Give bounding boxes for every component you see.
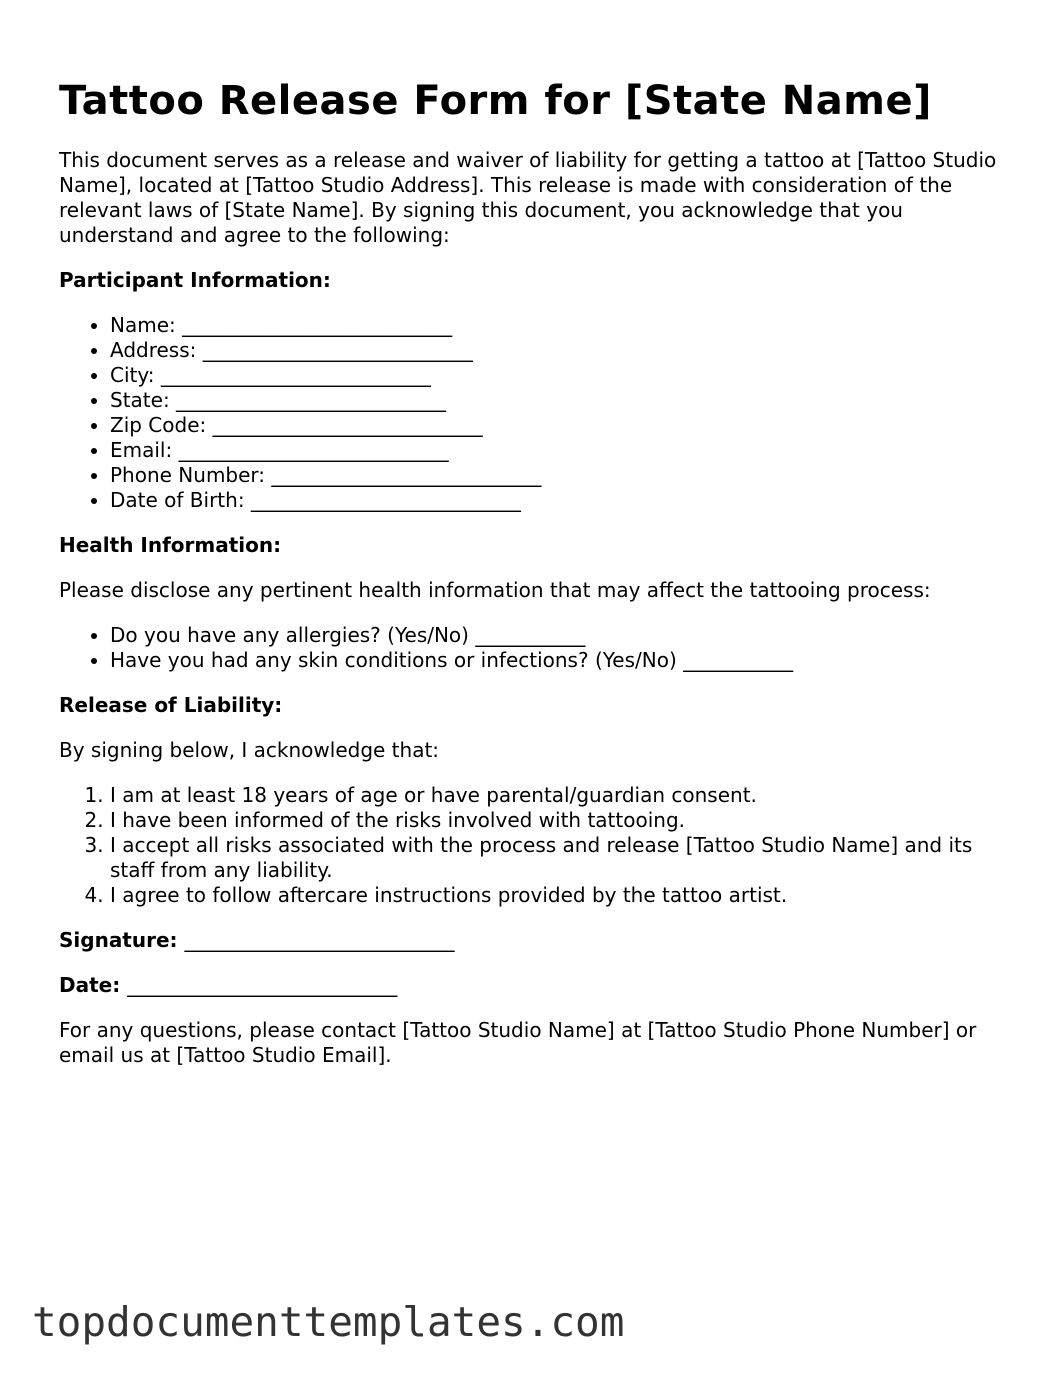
document-page: [59, 70, 1019, 1088]
contact-paragraph: For any questions, please contact [Tattoo Studio Name] at [Tattoo Studio Phone Number] or email us at [Tattoo Studio Email].: [59, 1018, 977, 1067]
health-heading: Health Information:: [59, 533, 282, 557]
document-title: Tattoo Release Form for [State Name]: [59, 78, 932, 124]
signature-line: [59, 928, 1019, 953]
signature-label: Signature:: [59, 928, 178, 952]
state-field: • State: ___________________________: [110, 388, 1019, 413]
participant-heading: Participant Information:: [59, 268, 331, 292]
zip-code-field: • Zip Code: ___________________________: [110, 413, 1019, 438]
health-intro: Please disclose any pertinent health information that may affect the tattooing process:: [59, 578, 931, 602]
date-line: [59, 973, 1019, 998]
date-blank: ___________________________: [127, 973, 398, 997]
date-of-birth-field: • Date of Birth: ___________________________: [110, 488, 1019, 513]
date-label: Date:: [59, 973, 121, 997]
liability-item: 4. I agree to follow aftercare instructions provided by the tattoo artist.: [110, 883, 1019, 908]
allergies-question: • Do you have any allergies? (Yes/No) ___________: [110, 623, 1019, 648]
liability-item: 2. I have been informed of the risks involved with tattooing.: [110, 808, 1019, 833]
address-field: • Address: ___________________________: [110, 338, 1019, 363]
participant-fields-list: [59, 313, 1019, 513]
intro-paragraph: This document serves as a release and waiver of liability for getting a tattoo at [Tattoo Studio Name], located at [Tattoo Studio Address]. This release is made with consideration of the relevant laws of [State Name]. By signing this document, you acknowledge that you understand and agree to the following:: [59, 148, 997, 247]
liability-item: 1. I am at least 18 years of age or have parental/guardian consent.: [110, 783, 1019, 808]
liability-item: 3. I accept all risks associated with the process and release [Tattoo Studio Name] and its staff from any liability.: [110, 833, 1019, 883]
skin-conditions-question: • Have you had any skin conditions or infections? (Yes/No) ___________: [110, 648, 1019, 673]
health-questions-list: [59, 623, 1019, 673]
liability-heading: Release of Liability:: [59, 693, 283, 717]
liability-items-list: [59, 783, 1019, 908]
signature-blank: ___________________________: [184, 928, 455, 952]
phone-number-field: • Phone Number: ___________________________: [110, 463, 1019, 488]
city-field: • City: ___________________________: [110, 363, 1019, 388]
name-field: • Name: ___________________________: [110, 313, 1019, 338]
email-field: • Email: ___________________________: [110, 438, 1019, 463]
watermark-text: topdocumenttemplates.com: [32, 1298, 625, 1346]
liability-intro: By signing below, I acknowledge that:: [59, 738, 440, 762]
